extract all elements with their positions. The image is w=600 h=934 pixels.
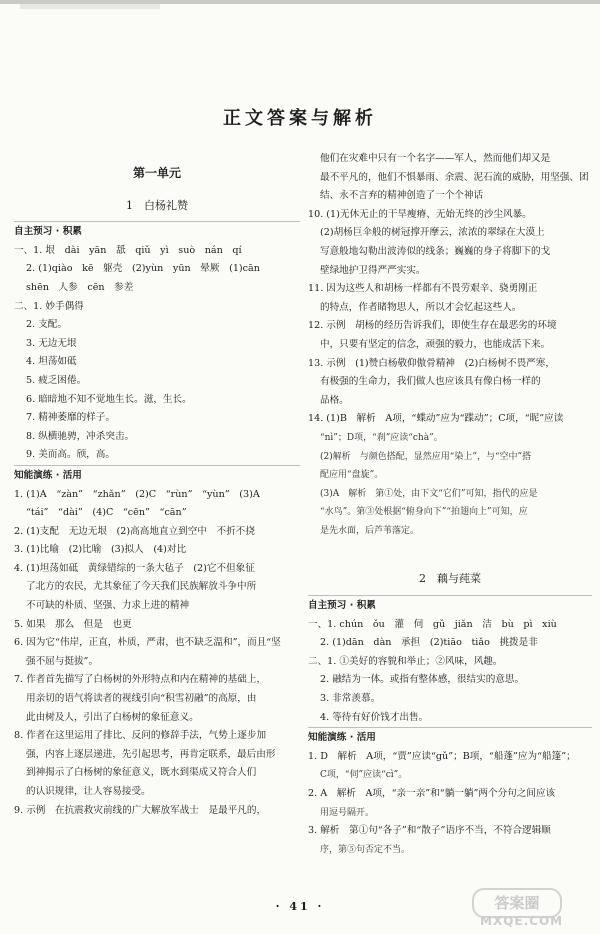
left-line: 不可缺的朴质、坚强、力求上进的精神	[26, 600, 190, 612]
right-line: 2. A 解析 A项，“亲一亲”和“躺一躺”两个分句之间应该	[308, 788, 556, 799]
left-line: 1 白杨礼赞	[126, 198, 188, 212]
left-line: 8. 作者在这里运用了排比、反问的修辞手法，气势上逐步加	[14, 730, 267, 742]
left-line: 知能演练 · 活用	[14, 465, 300, 486]
left-line: 4. (1)坦荡如砥 黄绿错综的一条大毡子 (2)它不但象征	[14, 562, 255, 574]
right-line: 结、永不言弃的精神创造了一个个神话	[320, 190, 484, 202]
left-column	[14, 150, 300, 820]
right-line: 13. 示例 (1)赞白杨敬仰傲骨精神 (2)白杨树不畏严寒，	[308, 357, 555, 369]
right-line: 中，只要有坚定的信念，顽强的毅力，也能成活下来。	[320, 338, 551, 350]
right-line: 是先水面，后芦苇落定。	[320, 525, 420, 536]
right-line: 11. 因为这些人和胡杨一样都有不畏劳艰辛、骁勇刚正	[308, 283, 538, 295]
right-line	[308, 540, 592, 570]
right-line: 3. 解析 第①句“各子”和“散子”语序不当，不符合逻辑顺	[308, 825, 551, 837]
left-line: 7. 作者首先描写了白杨树的外形特点和内在精神的基础上，	[14, 674, 267, 686]
right-line: 有极强的生命力，我们做人也应该具有像白杨一样的	[320, 376, 541, 388]
left-line: 9. 美而高。颀，高。	[26, 449, 115, 461]
right-line: 一、1. chún ǒu 灌 伺 gǔ jiǎn 洁 bù pì xiù	[308, 618, 557, 630]
right-line: “nì”；D项，“刹”应读“chà”。	[320, 432, 443, 443]
left-line: 3. 无边无垠	[26, 337, 77, 349]
page-number: · 41 ·	[275, 900, 325, 913]
right-line: 知能演练 · 活用	[308, 727, 592, 748]
right-line: C项，“伺”应读“cì”。	[320, 770, 408, 781]
right-line: 用逗号隔开。	[320, 807, 375, 818]
right-line: 最不平凡的，他们不惧暴雨、余震、泥石流的威胁，用坚强、团	[320, 171, 589, 183]
right-line: 2. (1)dān dàn 承担 (2)tiāo tiǎo 挑拨是非	[320, 637, 538, 649]
left-line: 1. (1)A “zàn” “zhǎn” (2)C “rùn” “yùn” (3)A	[14, 488, 260, 500]
left-line: 6. 因为它“伟岸，正直，朴质，严肃，也不缺乏温和”，而且“坚	[14, 637, 281, 649]
left-line: shēn 人参 cēn 参差	[26, 281, 134, 293]
left-line: 用亲切的语气将读者的视线引向“积雪初融”的高原，由	[26, 693, 257, 705]
right-line: 的特点，作者睹物思人，所以才会忆起这些人。	[320, 301, 522, 313]
right-line: (3)A 解析 第①处，由下文“它们”可知，指代的应是	[320, 488, 538, 499]
right-line: 配应用“盘旋”。	[320, 470, 384, 481]
right-line: 2 藕与莼菜	[419, 572, 481, 586]
right-line: 10. (1)无休无止的干旱瘦瘠、无始无终的沙尘风暴。	[308, 208, 532, 220]
right-line: 4. 等待有好价钱才出售。	[320, 711, 429, 723]
right-line: 自主预习 · 积累	[308, 595, 592, 616]
scan-mark	[20, 4, 160, 9]
left-line: 强，内容上逐层递进，先引起思考，再肯定联系，最后由形	[26, 748, 276, 760]
right-line: 1. D 解析 A项，“贾”应读“gǔ”；B项，“船蓬”应为“船篷”；	[308, 750, 576, 762]
left-line: 自主预习 · 积累	[14, 221, 300, 242]
right-line: 3. 非常羡慕。	[320, 693, 381, 705]
right-line: 序，第⑤句否定不当。	[320, 844, 411, 855]
right-line: 12. 示例 胡杨的经历告诉我们，即使生存在最恶劣的环境	[308, 320, 557, 332]
left-line: 2. (1)支配 无边无垠 (2)高高地直立到空中 不折不挠	[14, 525, 255, 537]
right-line: 2. 融结为一体。或指有整体感，很结实的意思。	[320, 674, 525, 686]
right-line: 品格。	[320, 394, 349, 406]
right-line: “水鸟”。第③处根据“俯身向下”“拍翅向上”可知，应	[320, 507, 528, 518]
left-line: 5. 如果 那么 但是 也更	[14, 618, 132, 630]
left-line: 的认识规律，让人容易接受。	[26, 786, 151, 797]
right-line: 他们在灾难中只有一个名字——军人，然而他们却又是	[320, 153, 551, 164]
right-line: 壁绿地护卫得严严实实。	[320, 264, 426, 276]
left-line: 二、1. 妙手偶得	[14, 300, 84, 312]
left-line: 一、1. 垠 dài yān 舐 qiǔ yì suò nán qí	[14, 244, 242, 256]
left-line: 此由树及人，引出了白杨树的象征意义。	[26, 711, 199, 723]
left-line: “tái” “dài” (4)C “cēn” “cān”	[26, 507, 187, 519]
right-line: (2)解析 与颜色搭配，显然应用“染上”，与“空中”搭	[320, 451, 532, 462]
left-line: 6. 暗暗地不知不觉地生长。滋，生长。	[26, 393, 192, 405]
left-line: 到神揭示了白杨树的象征意义，既水到渠成又符合人们	[26, 767, 257, 779]
right-line: 二、1. ①美好的容貌和举止；②风味，风趣。	[308, 655, 503, 667]
left-line: 7. 精神萎靡的样子。	[26, 412, 115, 424]
left-line: 3. (1)比喻 (2)比喻 (3)拟人 (4)对比	[14, 544, 187, 556]
left-line: 9. 示例 在抗震救灾前线的广大解放军战士 是最平凡的，	[14, 804, 267, 816]
right-line: (2)胡杨巨伞般的树冠撑开摩云，浓浓的翠绿在大漠上	[320, 227, 545, 239]
right-line: 写意般地勾勒出波涛似的线条；巍巍的身子将脚下的戈	[320, 245, 551, 257]
left-line: 5. 疲乏困倦。	[26, 374, 87, 386]
right-line: 14. (1)B 解析 A项，“蝶动”应为“蹀动”；C项，“昵”应读	[308, 413, 564, 425]
right-column	[308, 150, 592, 859]
watermark-logo: 答案圈	[472, 888, 562, 918]
watermark-url: MXQE.COM	[480, 914, 564, 928]
left-line: 第一单元	[132, 166, 181, 180]
left-line: 8. 纵横驰骋，冲杀突击。	[26, 430, 135, 442]
left-line: 了北方的农民，尤其象征了今天我们民族解放斗争中所	[26, 581, 257, 593]
left-line: 2. 支配。	[26, 319, 67, 331]
page-title: 正文答案与解析	[223, 108, 377, 129]
left-line: 2. (1)qiào kē 躯壳 (2)yùn yūn 晕厥 (1)cān	[26, 263, 260, 275]
left-line: 4. 坦荡如砥	[26, 356, 77, 368]
left-line: 强不屈与挺拔”。	[26, 655, 99, 667]
